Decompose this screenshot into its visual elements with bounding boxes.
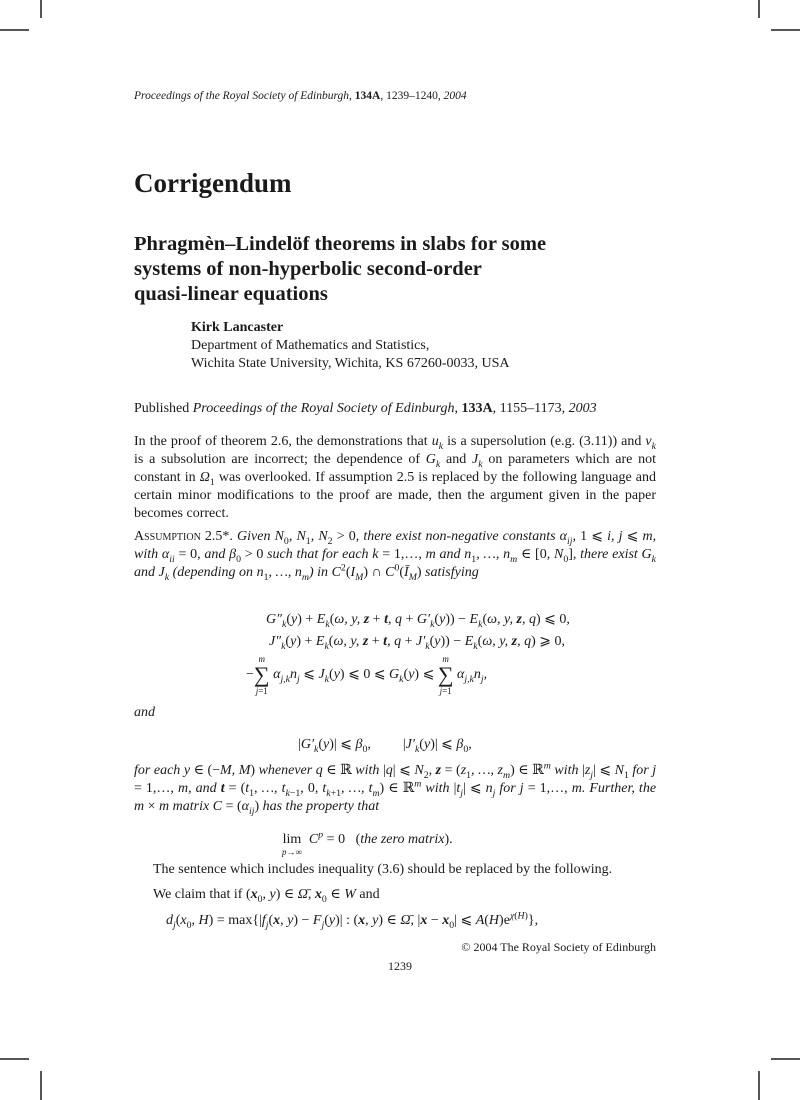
published-prefix: Published (134, 401, 190, 416)
article-title (134, 232, 674, 307)
author-name: Kirk Lancaster (191, 320, 284, 335)
published-year: 2003 (568, 401, 597, 416)
running-header-year: 2004 (443, 90, 467, 102)
affiliation-line: Department of Mathematics and Statistics, (191, 338, 430, 353)
equation-sum-bounds: − m ∑ j=1 $\alpha_{j,k}n_j$ ⩽ $J_k(y)$ ⩽ 0 ⩽ $G_k(y)$ ⩽ m ∑ j=1 $\alpha_{j,k}n_j$, (246, 654, 488, 696)
crop-mark-top-left-horizontal (0, 29, 29, 31)
section-heading: Corrigendum (134, 168, 292, 198)
claim-sentence: We claim that if ($x_0$, y) ∈ Ω̄, $x_0$ ∈ W and (153, 887, 380, 905)
crop-mark-bottom-left-vertical (40, 1071, 42, 1100)
running-header-volume: 134A (354, 90, 381, 102)
crop-mark-top-left-vertical (40, 0, 42, 18)
crop-mark-bottom-left-horizontal (0, 1058, 29, 1060)
published-pages: 1155–1173 (499, 401, 562, 416)
assumption-block: Assumption 2.5*. Given $N_0$, $N_1$, $N_2 > 0$, there exist non-negative constants $\alpha_{ij}$, 1 ⩽ i, j ⩽ m, with $\alpha_{ii} = 0$, and $\beta_0 > 0$ such that for each k = 1,…, m and $n_1$, …, $n_m$ ∈ [0, $N_0$], there exist $G_k$ and $J_k$ (depending on $n_1$, …, $n_m$) in $C^2(I_M)$ ∩ $C^0(Ī_M)$ satisfying (134, 529, 657, 583)
crop-mark-top-right-horizontal (771, 29, 800, 31)
title-line: systems of non-hyperbolic second-order (134, 258, 482, 280)
conditions-text: for each y ∈ (−M, M) whenever q ∈ ℝ with |q| ⩽ $N_2$, $z = (z_1$, …, $z_m$) ∈ ℝ$^m$ with $|z_j|$ ⩽ $N_1$ for j = 1,…, m, and $t = (t_1$, …, $t_{k-1}$, 0, $t_{k+1}$, …, $t_m$) ∈ ℝ$^m$ with $|t_j|$ ⩽ $n_j$ for j = 1,…, m. Further, the m × m matrix $C = (\alpha_{ij})$ has the property that (134, 760, 657, 817)
replacement-sentence: The sentence which includes inequality (3.6) should be replaced by the following. (153, 862, 613, 877)
crop-mark-bottom-right-vertical (758, 1071, 760, 1100)
author-block (191, 319, 510, 373)
bound-equation: $|G'_k(y)|$ ⩽ $\beta_0$, $|J'_k(y)|$ ⩽ $\beta_0$, (298, 737, 472, 755)
published-journal: Proceedings of the Royal Society of Edinburgh (192, 401, 455, 416)
and-word: and (134, 705, 155, 720)
crop-mark-top-right-vertical (758, 0, 760, 18)
copyright-notice: © 2004 The Royal Society of Edinburgh (461, 940, 656, 954)
running-header-pages: 1239–1240 (386, 90, 438, 102)
running-header-journal: Proceedings of the Royal Society of Edinburgh (134, 90, 350, 102)
equation-j: $J''_k(y) + E_k(\omega$, y, z + t, $q + J'_k(y)) - E_k(\omega$, y, z, q) ⩾ 0, (269, 634, 566, 652)
published-volume: 133A (461, 401, 493, 416)
dj-equation: $d_j(x_0$, $H) = \max\{|f_j(x$, $y) - F_j(y)|$ : (x, y) ∈ Ω̄, $|x - x_0|$ ⩽ $A(H)e^{\chi(H)}$}, (166, 910, 539, 931)
intro-paragraph: In the proof of theorem 2.6, the demonstrations that $u_k$ is a supersolution (e.g. (3.11)) and $v_k$ is a subsolution are incorrect; the dependence of $G_k$ and $J_k$ on parameters which are not constant in $\Omega_1$ was overlooked. If assumption 2.5 is replaced by the following language and certain minor modifications to the proof are made, then the argument given in the paper becomes correct. (134, 434, 657, 521)
published-citation: Published Proceedings of the Royal Society of Edinburgh, 133A, 1155–1173, 2003 (134, 401, 597, 416)
running-header: Proceedings of the Royal Society of Edinburgh, 134A, 1239–1240, 2004 (134, 90, 467, 102)
page-number: 1239 (388, 959, 412, 973)
title-line: Phragmèn–Lindelöf theorems in slabs for some (134, 233, 547, 255)
equation-g: $G''_k(y) + E_k(\omega$, y, z + t, $q + G'_k(y)) - E_k(\omega$, y, z, q) ⩽ 0, (266, 612, 570, 630)
assumption-label: Assumption 2.5*. (134, 529, 233, 544)
title-line: quasi-linear equations (134, 283, 328, 305)
crop-mark-bottom-right-horizontal (771, 1058, 800, 1060)
affiliation-line: Wichita State University, Wichita, KS 67260-0033, USA (191, 356, 510, 371)
limit-equation: lim p→∞ $C^p = 0$ (the zero matrix). (282, 829, 453, 857)
